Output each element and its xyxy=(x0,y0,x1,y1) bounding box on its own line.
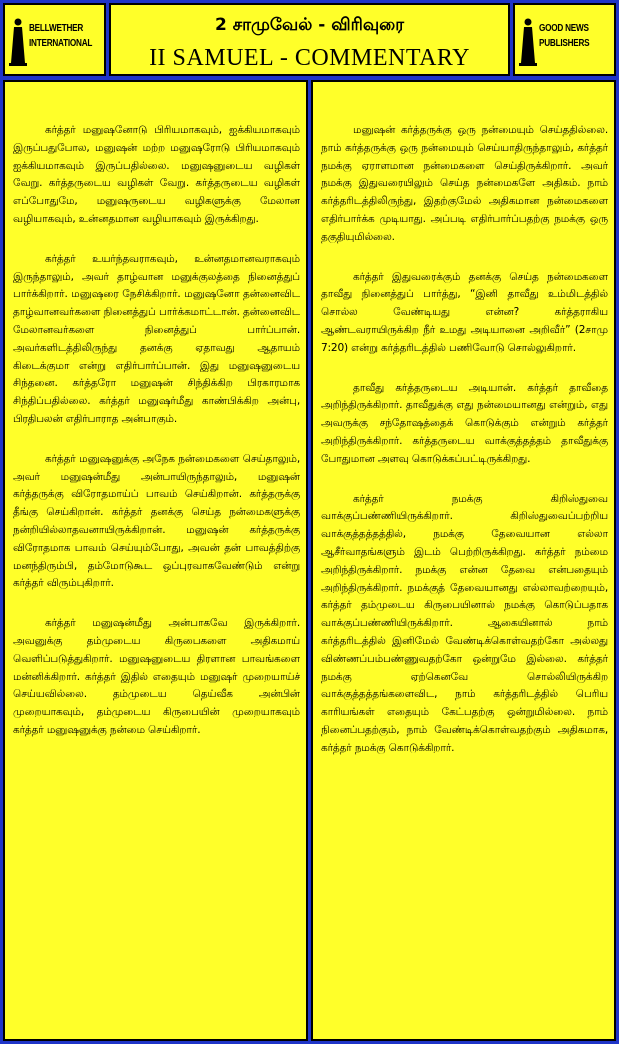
title-tamil: 2 சாமுவேல் - விரிவுரை xyxy=(215,15,404,35)
paragraph: கர்த்தர் மனுஷனுக்கு அநேக நன்மைகளை செய்தாலும், அவர் மனுஷன்மீது அன்பாயிருந்தாலும், மனுஷன் கர்த்தருக்கு விரோதமாய்ப் பாவம் செய்கிறான். கர்த்தருக்கு தீங்கு செய்கிறான். கர்த்தர் தனக்கு செய்த நன்மைகளுக்கு நன்றியில்லாதவனாயிருக்கிறான். மனுஷன் கர்த்தருக்கு விரோதமாக பாவம் செய்யும்போது, அவன் தன் பாவத்திற்கு மனந்திரும்பி, தம்மோடுகூட ஒப்புரவாகவேண்டும் என்று கர்த்தர் விரும்புகிறார். xyxy=(13,452,300,590)
good-news-figure-icon xyxy=(519,17,537,67)
paragraph: கர்த்தர் இதுவரைக்கும் தனக்கு செய்த நன்மைகளை தாவீது நினைத்துப் பார்த்து, “இனி தாவீது உம்மிடத்தில் சொல்ல வேண்டியது என்ன? கர்த்தராகிய ஆண்டவராயிருக்கிற நீர் உமது அடியானை அறிவீர்” (2சாமு 7:20) என்று கர்த்தரிடத்தில் பணிவோடு சொல்லுகிறார். xyxy=(321,270,608,354)
paragraph: கர்த்தர் மனுஷன்மீது அன்பாகவே இருக்கிறார். அவனுக்கு தம்முடைய கிருபைகளை அதிகமாய் வெளிப்படுத்துகிறார். மனுஷனுடைய திரளான பாவங்களை மன்னிக்கிறார். கர்த்தர் இதில் எதையும் மனுஷர் முறையாய்ச் செய்யவில்லை. தம்முடைய தெய்வீக அன்பின் முறையாகவும், தம்முடைய கிருபையின் முறையாகவும் கர்த்தர் மனுஷனுக்கு நன்மை செய்கிறார். xyxy=(13,617,300,736)
title-english: II SAMUEL - COMMENTARY xyxy=(149,45,470,71)
paragraph: கர்த்தர் உயர்ந்தவராகவும், உன்னதமானவராகவும் இருந்தாலும், அவர் தாழ்வான மனுக்குலத்தை நினைத்துப் பார்க்கிறார். மனுஷரை நேசிக்கிறார். மனுஷனோ தன்னைவிட தாழ்வானவர்களை நினைத்துப் பார்க்கமாட்டான். தன்னைவிட மேலானவர்களை நினைத்துப் பார்ப்பான். அவர்களிடத்திலிருந்து தனக்கு ஏதாவது ஆதாயம் கிடைக்குமா என்று எதிர்பார்ப்பான். இது மனுஷனுடைய சிந்தனை. கர்த்தரோ மனுஷன் சிந்திக்கிற பிரகாரமாக சிந்திப்பதில்லை. கர்த்தர் மனுஷர்மீது காண்பிக்கிற அன்பு, பிரதிபலன் எதிர்பாராத அன்பாகும். xyxy=(13,252,300,425)
paragraph: கர்த்தர் மனுஷனோடு பிரியமாகவும், ஐக்கியமாகவும் இருப்பதுபோல, மனுஷன் மற்ற மனுஷரோடு பிரியமாகவும் ஐக்கியமாகவும் இருப்பதில்லை. மனுஷனுடைய வழிகள் வேறு. கர்த்தருடைய வழிகள் வேறு. கர்த்தருடைய வழிகள் எப்போதுமே, மனுஷருடைய வழிகளுக்கு மேலான வழியாகவும், உன்னதமான வழியாகவும் இருக்கிறது. xyxy=(13,124,300,225)
right-column xyxy=(311,80,616,1041)
bellwether-subname: INTERNATIONAL xyxy=(29,38,93,49)
left-column xyxy=(3,80,308,1041)
paragraph: தாவீது கர்த்தருடைய அடியான். கர்த்தர் தாவீதை அறிந்திருக்கிறார். தாவீதுக்கு எது நன்மையானது என்றும், எது அவருக்கு சந்தோஷத்தைக் கொடுக்கும் என்றும் கர்த்தர் அறிந்திருக்கிறார். கர்த்தருடைய வாக்குத்தத்தம் தாவீதுக்கு போதுமான அளவு கொடுக்கப்பட்டிருக்கிறது. xyxy=(321,381,608,465)
good-news-logo xyxy=(513,3,616,76)
page-header xyxy=(109,3,510,76)
bellwether-logo xyxy=(3,3,106,76)
good-news-name: GOOD NEWS xyxy=(539,23,589,34)
paragraph: கர்த்தர் நமக்கு கிறிஸ்துவை வாக்குப்பண்ணியிருக்கிறார். கிறிஸ்துவைப்பற்றிய வாக்குத்தத்தத்தில், நமக்கு தேவையான எல்லா ஆசீர்வாதங்களும் இடம் பெற்றிருக்கிறது. கர்த்தர் நம்மை அறிந்திருக்கிறார். நமக்கு என்ன தேவை என்பதையும் அறிந்திருக்கிறார். நமக்குத் தேவையானது எல்லாவற்றையும், கர்த்தர் தம்முடைய கிருபையினால் நமக்கு கொடுப்பதாக வாக்குப்பண்ணியிருக்கிறார். ஆகையினால் நாம் கர்த்தரிடத்தில் இனிமேல் வேண்டிக்கொள்வதற்கோ அல்லது விண்ணப்பம்பண்ணுவதற்கோ ஒன்றுமே இல்லை. கர்த்தர் நமக்கு ஏற்கெனவே சொல்லியிருக்கிற வாக்குத்தத்தங்களைவிட, நாம் கர்த்தரிடத்தில் பெரிய காரியங்கள் எதையும் கேட்பதற்கு ஒன்றுமில்லை. நாம் நினைப்பதற்கும், நாம் வேண்டிக்கொள்வதற்கும் அதிகமாக, கர்த்தர் நமக்கு கொடுக்கிறார். xyxy=(321,492,608,754)
bellwether-figure-icon xyxy=(9,17,27,67)
paragraph: மனுஷன் கர்த்தருக்கு ஒரு நன்மையும் செய்ததில்லை. நாம் கர்த்தருக்கு ஒரு நன்மையும் செய்யாதிருந்தாலும், கர்த்தர் நமக்கு ஏராளமான நன்மைகளை செய்திருக்கிறார். அவர் நமக்கு இதுவரையிலும் செய்த நன்மைகளே அதிகம். நாம் கர்த்தரிடத்திலிருந்து, இதற்குமேல் அதிகமான நன்மைகளை எதிர்பார்க்க முடியாது. அப்படி எதிர்பார்ப்பதற்கு நமக்கு ஒரு தகுதியுமில்லை. xyxy=(321,124,608,243)
good-news-subname: PUBLISHERS xyxy=(539,38,590,49)
bellwether-name: BELLWETHER xyxy=(29,23,84,34)
